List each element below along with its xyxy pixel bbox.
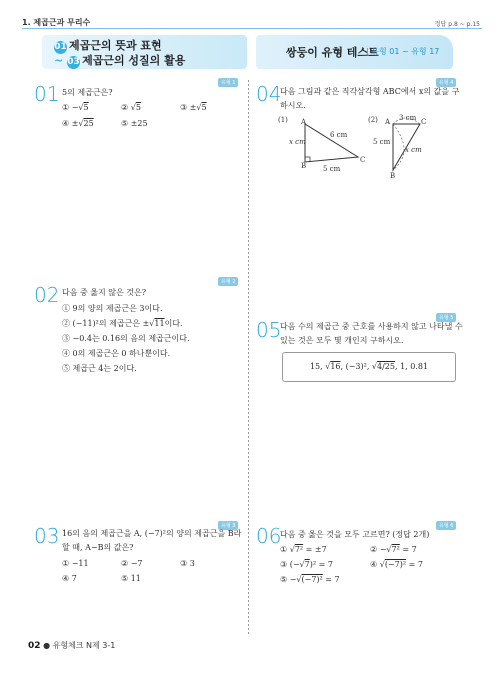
question-number: 04 xyxy=(256,82,282,106)
choice[interactable]: ⑤ ±25 xyxy=(121,119,148,128)
svg-text:A: A xyxy=(301,118,307,126)
section-title-line1: 01 제곱근의 뜻과 표현 xyxy=(54,39,162,52)
choice[interactable]: ⑤ 제곱근 4는 2이다. xyxy=(62,364,137,373)
question-text: 다음 중 옳지 않은 것은? xyxy=(62,288,147,297)
question-text: 16의 음의 제곱근을 A, (−7)²의 양의 제곱근을 B라 xyxy=(62,529,242,538)
svg-text:x cm: x cm xyxy=(405,146,422,154)
test-range: | 유형 01 ~ 유형 17 xyxy=(366,47,440,56)
footer xyxy=(28,640,115,651)
choice[interactable]: ④ √(−7)² = 7 xyxy=(370,560,423,569)
section-title-line2: ~ 03 제곱근의 성질의 활용 xyxy=(54,54,186,67)
book-title: ● 유형체크 N제 3-1 xyxy=(43,641,116,650)
svg-text:B: B xyxy=(301,162,307,170)
triangle-figures xyxy=(275,112,475,182)
question-number: 02 xyxy=(34,283,60,307)
test-title: 쌍둥이 유형 테스트 xyxy=(286,46,379,59)
svg-text:C: C xyxy=(360,156,366,164)
question-text: 다음 중 옳은 것을 모두 고르면? (정답 2개) xyxy=(280,530,430,539)
choice[interactable]: ② (−11)²의 제곱근은 ±√11이다. xyxy=(62,319,183,328)
choice[interactable]: ③ 3 xyxy=(180,559,195,568)
question-text: 할 때, A−B의 값은? xyxy=(62,543,134,552)
choice[interactable]: ② −7 xyxy=(121,559,143,568)
header-rule xyxy=(22,28,482,29)
question-text: 하시오. xyxy=(280,101,306,110)
section-number-badge: 03 xyxy=(67,57,80,67)
type-tag: 유형 5 xyxy=(436,313,456,322)
column-divider xyxy=(248,80,249,635)
svg-text:5 cm: 5 cm xyxy=(373,138,391,146)
choice[interactable]: ② √5 xyxy=(121,103,141,112)
svg-text:A: A xyxy=(385,118,391,126)
choice[interactable]: ③ −0.4는 0.16의 음의 제곱근이다. xyxy=(62,334,190,343)
question-number: 03 xyxy=(34,524,60,548)
type-tag: 유형 3 xyxy=(218,521,238,530)
choice[interactable]: ① −√5 xyxy=(62,103,89,112)
choice[interactable]: ① √7² = ±7 xyxy=(280,545,327,554)
choice[interactable]: ③ (−√7)² = 7 xyxy=(280,560,333,569)
svg-text:B: B xyxy=(390,172,396,180)
question-text: 다음 그림과 같은 직각삼각형 ABC에서 x의 값을 구 xyxy=(280,87,460,96)
page-number: 02 xyxy=(28,641,41,651)
choice[interactable]: ② −√7² = 7 xyxy=(370,545,417,554)
question-text: 다음 수의 제곱근 중 근호를 사용하지 않고 나타낼 수 xyxy=(280,322,463,331)
question-number: 01 xyxy=(34,82,60,106)
choice[interactable]: ⑤ −√(−7)² = 7 xyxy=(280,575,340,584)
type-tag: 유형 1 xyxy=(218,78,238,87)
question-number: 05 xyxy=(256,318,282,342)
svg-text:(2): (2) xyxy=(368,116,378,124)
svg-text:5 cm: 5 cm xyxy=(323,165,341,173)
answer-page-ref: 정답 p.8 ~ p.15 xyxy=(434,21,480,28)
choice[interactable]: ④ ±√25 xyxy=(62,119,94,128)
choice[interactable]: ③ ±√5 xyxy=(180,103,207,112)
svg-text:3 cm: 3 cm xyxy=(399,114,417,122)
question-text: 5의 제곱근은? xyxy=(62,88,113,97)
svg-text:(1): (1) xyxy=(278,116,288,124)
chapter-title: 1. 제곱근과 무리수 xyxy=(22,18,91,27)
question-text: 있는 것은 모두 몇 개인지 구하시오. xyxy=(280,336,404,345)
svg-text:6 cm: 6 cm xyxy=(330,131,348,139)
choice[interactable]: ④ 0의 제곱근은 0 하나뿐이다. xyxy=(62,349,171,358)
choice[interactable]: ① 9의 양의 제곱근은 3이다. xyxy=(62,304,163,313)
choice[interactable]: ⑤ 11 xyxy=(121,574,141,583)
svg-text:C: C xyxy=(421,118,427,126)
type-tag: 유형 2 xyxy=(218,277,238,286)
question-number: 06 xyxy=(256,524,282,548)
choice[interactable]: ④ 7 xyxy=(62,574,77,583)
type-tag: 유형 6 xyxy=(436,521,456,530)
svg-text:x cm: x cm xyxy=(289,138,306,146)
type-tag: 유형 4 xyxy=(436,78,456,87)
section-number-badge: 01 xyxy=(54,42,67,52)
choice[interactable]: ① −11 xyxy=(62,559,89,568)
number-list-box: 15, √16, (−3)², √4/25, 1, 0.81 xyxy=(282,352,456,382)
